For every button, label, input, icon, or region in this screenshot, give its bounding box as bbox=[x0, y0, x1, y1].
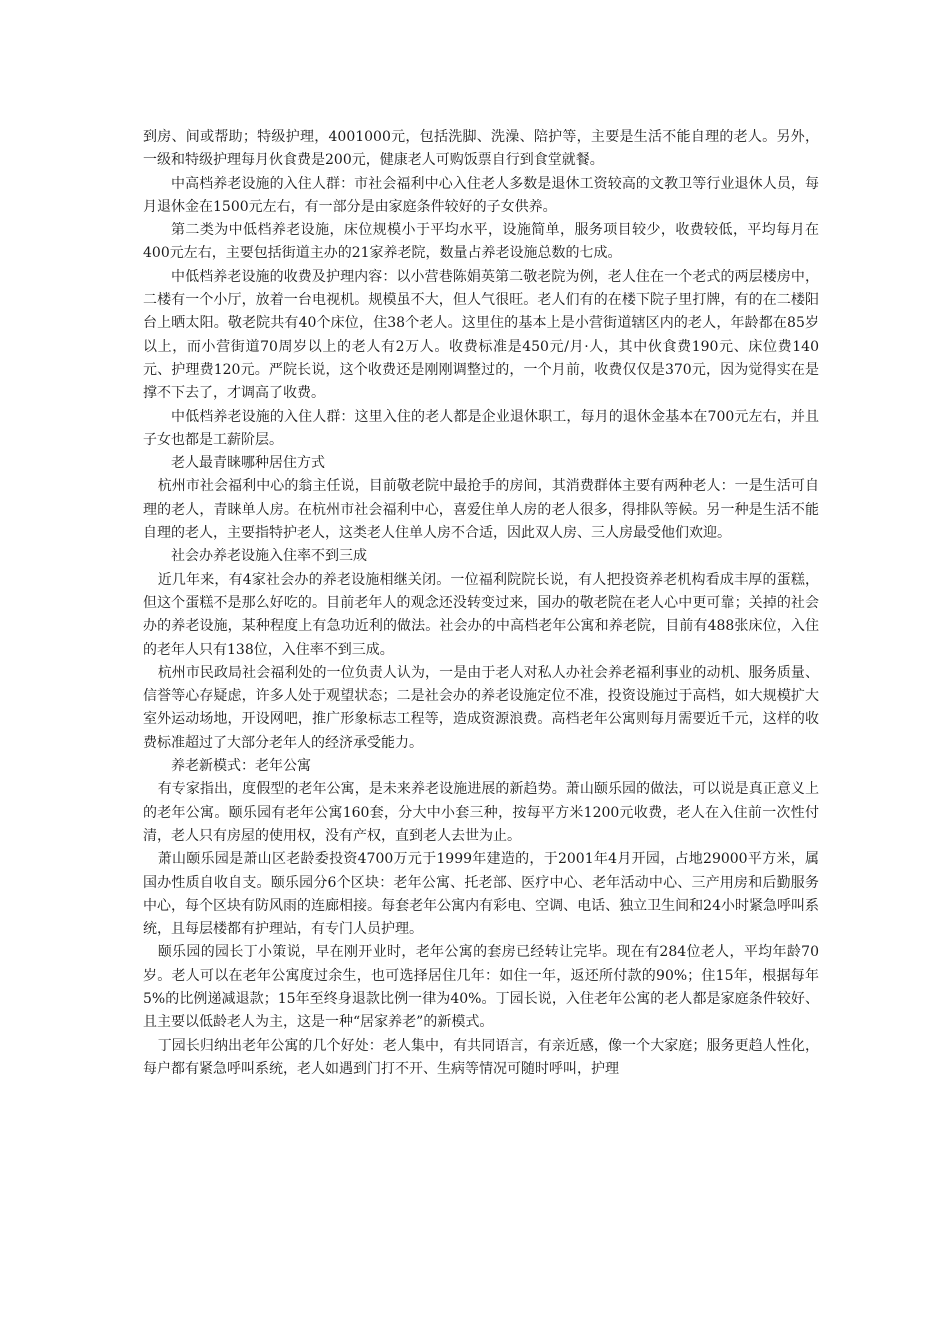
paragraph-5: 中低档养老设施的入住人群：这里入住的老人都是企业退休职工，每月的退休金基本在700元左右，并且子女也都是工薪阶层。 bbox=[143, 408, 819, 448]
section-heading-1: 老人最青睐哪种居住方式 bbox=[171, 455, 325, 472]
paragraph-6: 杭州市社会福利中心的翁主任说，目前敬老院中最抢手的房间，其消费群体主要有两种老人：一是生活可自理的老人，青睐单人房。在杭州市社会福利中心，喜爱住单人房的老人很多，得排队等候。另一种是生活不能自理的老人，主要指特护老人，这类老人住单人房不合适，因此双人房、三人房最受他们欢迎。 bbox=[143, 478, 819, 542]
section-heading-2: 社会办养老设施入住率不到三成 bbox=[171, 548, 367, 565]
paragraph-11: 颐乐园的园长丁小策说，早在刚开业时，老年公寓的套房已经转让完毕。现在有284位老人，平均年龄70岁。老人可以在老年公寓度过余生，也可选择居住几年：如住一年，返还所付款的90%；住15年，根据每年5%的比例递减退款；15年至终身退款比例一律为40%。丁园长说，入住老年公寓的老人都是家庭条件较好、且主要以低龄老人为主，这是一种“居家养老”的新模式。 bbox=[143, 944, 819, 1031]
paragraph-8: 杭州市民政局社会福利处的一位负责人认为，一是由于老人对私人办社会养老福利事业的动机、服务质量、信誉等心存疑虑，许多人处于观望状态；二是社会办的养老设施定位不准，投资设施过于高档，如大规模扩大室外运动场地，开设网吧，推广形象标志工程等，造成资源浪费。高档老年公寓则每月需要近千元，这样的收费标准超过了大部分老年人的经济承受能力。 bbox=[143, 664, 819, 751]
paragraph-10: 萧山颐乐园是萧山区老龄委投资4700万元于1999年建造的，于2001年4月开园，占地29000平方米，属国办性质自收自支。颐乐园分6个区块：老年公寓、托老部、医疗中心、老年活动中心、三产用房和后勤服务中心，每个区块有防风雨的连廊相接。每套老年公寓内有彩电、空调、电话、独立卫生间和24小时紧急呼叫系统，且每层楼都有护理站，有专门人员护理。 bbox=[143, 851, 819, 938]
paragraph-9: 有专家指出，度假型的老年公寓，是未来养老设施进展的新趋势。萧山颐乐园的做法，可以说是真正意义上的老年公寓。颐乐园有老年公寓160套，分大中小套三种，按每平方米1200元收费，老人在入住前一次性付清，老人只有房屋的使用权，没有产权，直到老人去世为止。 bbox=[143, 781, 819, 844]
paragraph-4: 中低档养老设施的收费及护理内容：以小营巷陈娟英第二敬老院为例，老人住在一个老式的两层楼房中，二楼有一个小厅，放着一台电视机。规模虽不大，但人气很旺。老人们有的在楼下院子里打牌，有的在二楼阳台上晒太阳。敬老院共有40个床位，住38个老人。这里住的基本上是小营街道辖区内的老人，年龄都在85岁以上，而小营街道70周岁以上的老人有2万人。收费标准是450元/月·人，其中伙食费190元、床位费140元、护理费120元。严院长说，这个收费还是刚刚调整过的，一个月前，收费仅仅是370元，因为觉得实在是撑不下去了，才调高了收费。 bbox=[143, 268, 819, 402]
paragraph-12: 丁园长归纳出老年公寓的几个好处：老人集中，有共同语言，有亲近感，像一个大家庭；服务更趋人性化，每户都有紧急呼叫系统，老人如遇到门打不开、生病等情况可随时呼叫，护理 bbox=[143, 1037, 819, 1077]
section-heading-3: 养老新模式：老年公寓 bbox=[171, 758, 311, 775]
paragraph-3: 第二类为中低档养老设施，床位规模小于平均水平，设施简单，服务项目较少，收费较低，平均每月在400元左右，主要包括街道主办的21家养老院，数量占养老设施总数的七成。 bbox=[143, 222, 819, 262]
paragraph-2: 中高档养老设施的入住人群：市社会福利中心入住老人多数是退休工资较高的文教卫等行业退休人员，每月退休金在1500元左右，有一部分是由家庭条件较好的子女供养。 bbox=[143, 175, 819, 215]
paragraph-1: 到房、间或帮助；特级护理，4001000元，包括洗脚、洗澡、陪护等，主要是生活不能自理的老人。另外，一级和特级护理每月伙食费是200元，健康老人可购饭票自行到食堂就餐。 bbox=[143, 129, 819, 169]
document-page bbox=[143, 126, 819, 1081]
paragraph-7: 近几年来，有4家社会办的养老设施相继关闭。一位福利院院长说，有人把投资养老机构看成丰厚的蛋糕，但这个蛋糕不是那么好吃的。目前老年人的观念还没转变过来，国办的敬老院在老人心中更可靠；关掉的社会办的养老设施，某种程度上有急功近利的做法。社会办的中高档老年公寓和养老院，目前有488张床位，入住的老年人只有138位，入住率不到三成。 bbox=[143, 571, 819, 658]
